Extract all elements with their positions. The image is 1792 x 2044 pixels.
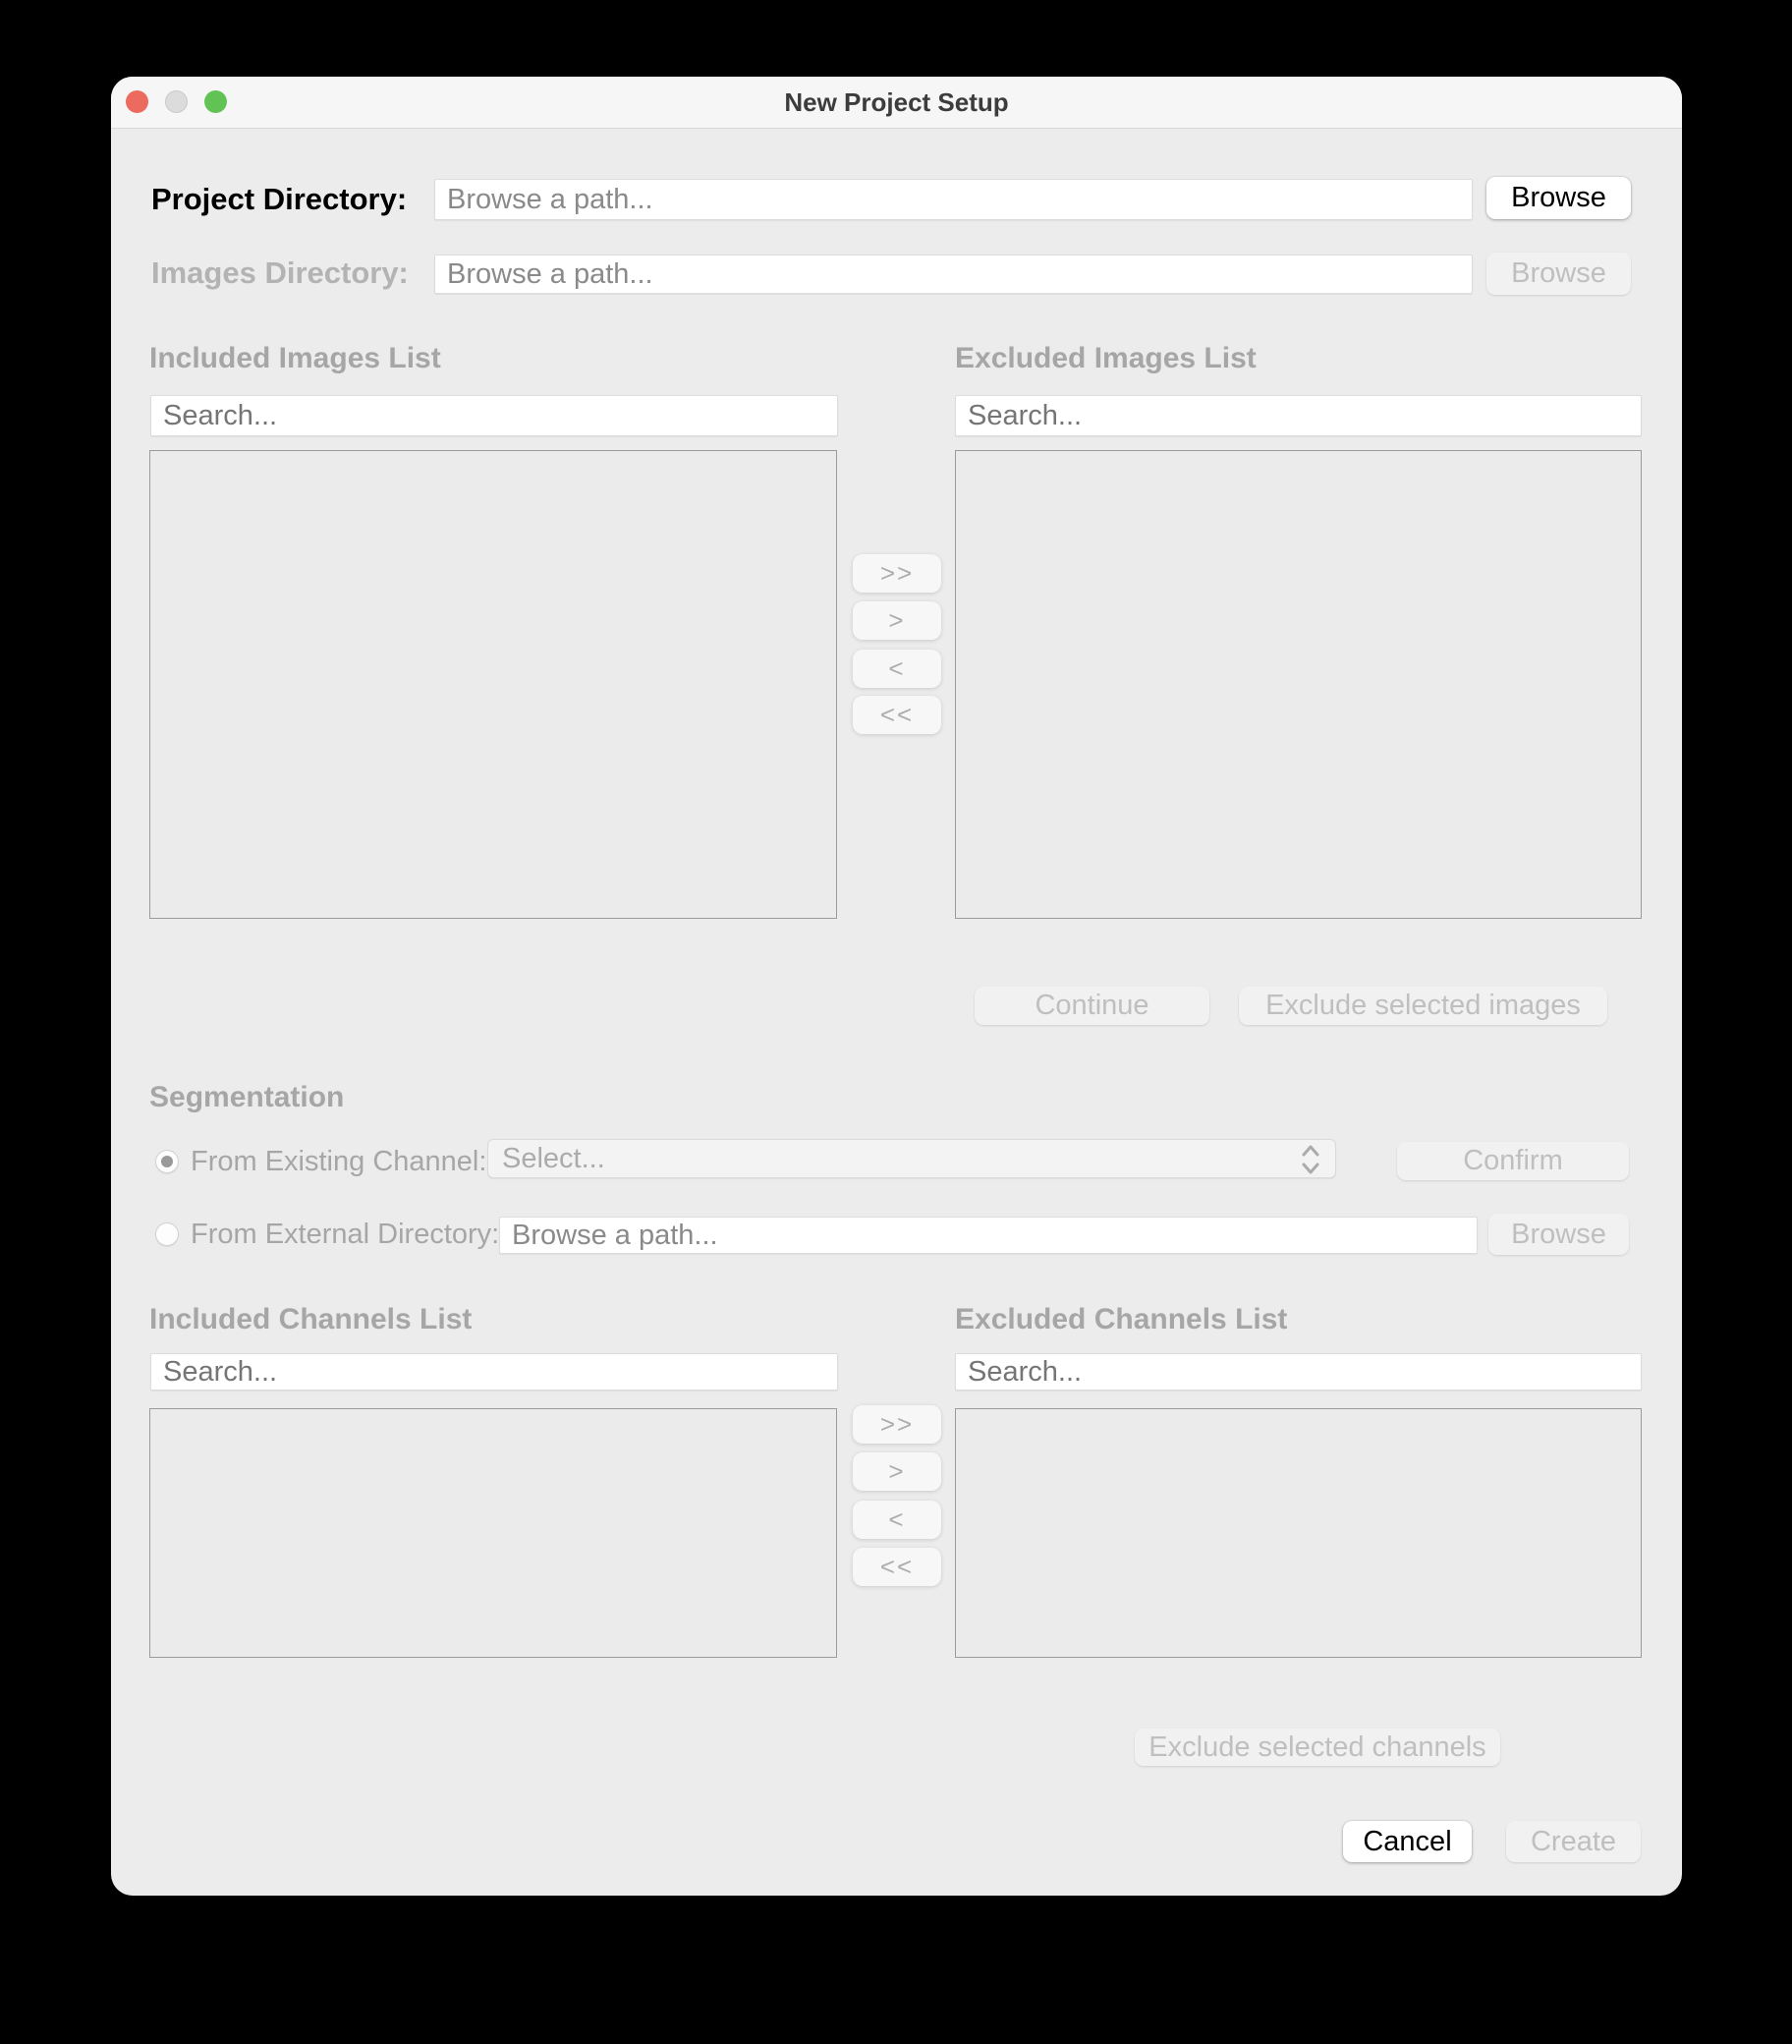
excluded-images-list-header: Excluded Images List — [955, 342, 1257, 374]
titlebar[interactable] — [111, 77, 1682, 129]
channel-select-value: Select... — [502, 1143, 605, 1174]
select-stepper-icon — [1300, 1142, 1321, 1182]
new-project-setup-dialog — [111, 77, 1682, 1896]
create-button[interactable]: Create — [1506, 1821, 1641, 1862]
zoom-button-icon[interactable] — [204, 90, 227, 113]
project-directory-label: Project Directory: — [151, 182, 408, 216]
segmentation-header: Segmentation — [149, 1081, 345, 1113]
images-move-left-button[interactable]: < — [853, 650, 941, 688]
channels-move-all-left-button[interactable]: << — [853, 1548, 941, 1586]
images-move-all-right-button[interactable]: >> — [853, 554, 941, 593]
external-directory-input[interactable] — [499, 1217, 1478, 1254]
included-channels-listbox[interactable] — [149, 1408, 837, 1658]
from-existing-channel-radio[interactable] — [155, 1150, 179, 1173]
excluded-images-search-input[interactable] — [955, 395, 1642, 436]
images-directory-label: Images Directory: — [151, 256, 409, 290]
confirm-button[interactable]: Confirm — [1397, 1142, 1629, 1180]
project-directory-browse-button[interactable]: Browse — [1486, 177, 1631, 219]
exclude-selected-images-button[interactable]: Exclude selected images — [1239, 987, 1607, 1025]
included-images-search-input[interactable] — [150, 395, 838, 436]
close-button-icon[interactable] — [126, 90, 148, 113]
included-channels-search-input[interactable] — [150, 1353, 838, 1391]
continue-button[interactable]: Continue — [975, 987, 1209, 1025]
images-move-all-left-button[interactable]: << — [853, 696, 941, 734]
excluded-channels-listbox[interactable] — [955, 1408, 1642, 1658]
from-existing-channel-label: From Existing Channel: — [191, 1146, 487, 1177]
excluded-channels-list-header: Excluded Channels List — [955, 1303, 1288, 1335]
images-directory-browse-button[interactable]: Browse — [1486, 253, 1631, 295]
included-images-listbox[interactable] — [149, 450, 837, 919]
images-move-right-button[interactable]: > — [853, 601, 941, 640]
channels-move-all-right-button[interactable]: >> — [853, 1405, 941, 1444]
excluded-images-listbox[interactable] — [955, 450, 1642, 919]
excluded-channels-search-input[interactable] — [955, 1353, 1642, 1391]
channels-move-left-button[interactable]: < — [853, 1501, 941, 1539]
cancel-button[interactable]: Cancel — [1343, 1821, 1472, 1862]
exclude-selected-channels-button[interactable]: Exclude selected channels — [1135, 1729, 1500, 1766]
included-images-list-header: Included Images List — [149, 342, 441, 374]
project-directory-input[interactable] — [434, 179, 1473, 220]
channels-move-right-button[interactable]: > — [853, 1452, 941, 1491]
from-external-directory-radio[interactable] — [155, 1222, 179, 1246]
from-external-directory-label: From External Directory: — [191, 1219, 500, 1250]
window-title: New Project Setup — [784, 87, 1009, 117]
images-directory-input[interactable] — [434, 255, 1473, 294]
external-directory-browse-button[interactable]: Browse — [1488, 1214, 1629, 1255]
included-channels-list-header: Included Channels List — [149, 1303, 473, 1335]
minimize-button-icon[interactable] — [165, 90, 188, 113]
channel-select-dropdown[interactable] — [487, 1139, 1336, 1178]
